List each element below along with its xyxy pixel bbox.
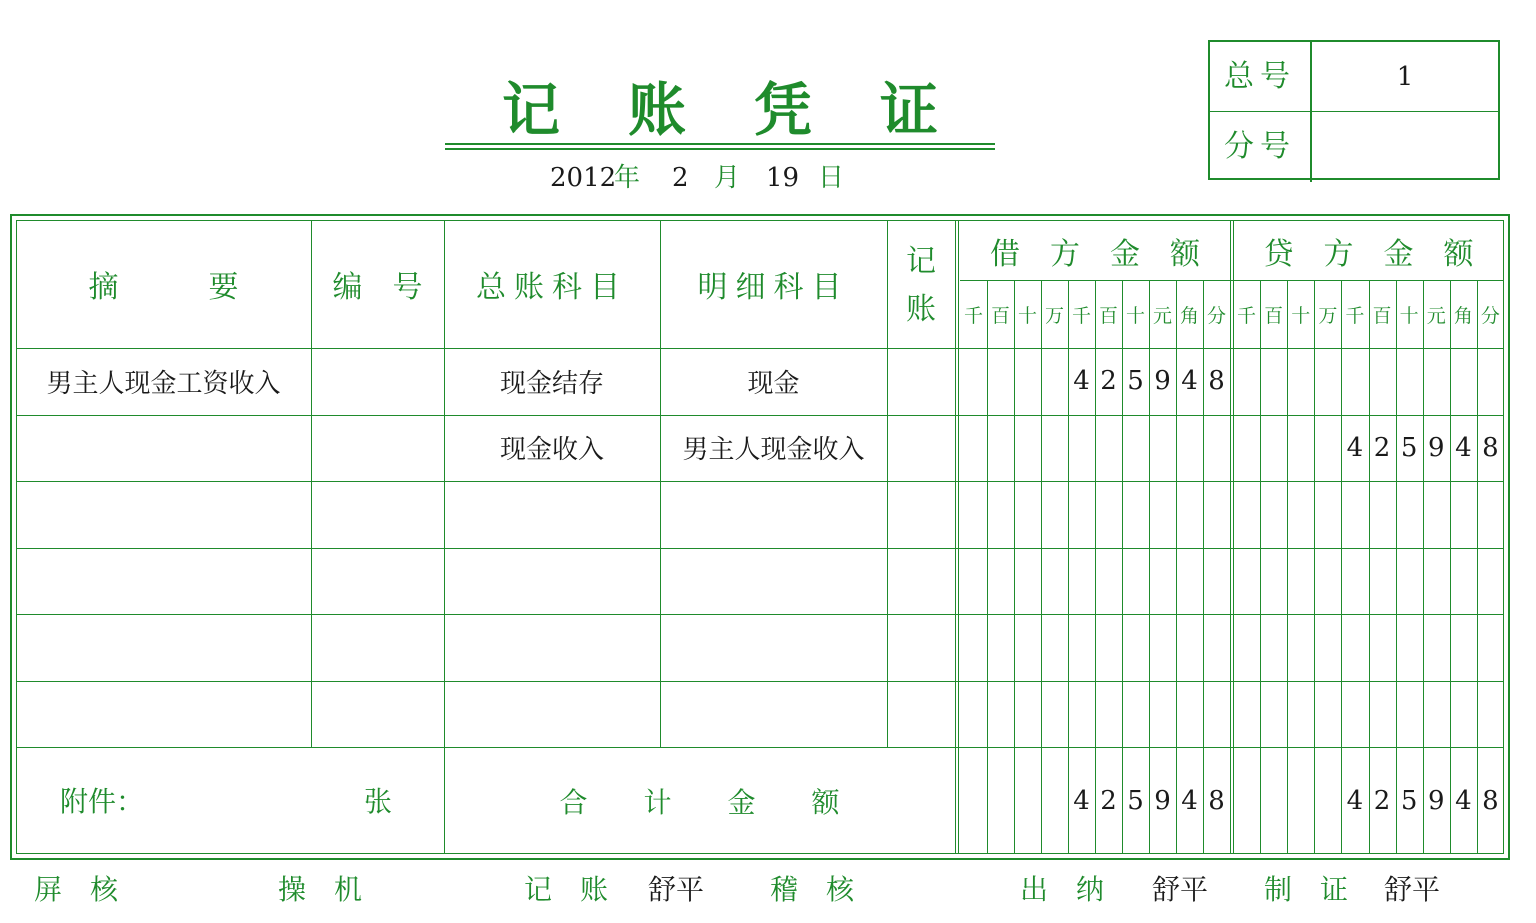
row-debit-digit [1203, 415, 1230, 482]
total-debit-digit [1041, 748, 1068, 854]
row-debit-digit [1041, 348, 1068, 415]
total-debit-digit [987, 748, 1014, 854]
row-debit-digit [1122, 415, 1149, 482]
column-line [958, 220, 959, 854]
row-debit-digit [1014, 348, 1041, 415]
row-credit-digit [1260, 481, 1287, 548]
row-debit-digit [1041, 681, 1068, 748]
row-summary [16, 548, 311, 615]
credit-unit-header: 千 [1345, 304, 1365, 327]
row-code [311, 548, 444, 615]
footer-bookkeeper-label: 记 账 [524, 873, 609, 906]
debit-unit-header: 十 [1125, 304, 1145, 327]
header-credit: 贷 方 金 额 [1263, 237, 1474, 272]
row-debit-digit [1095, 614, 1122, 681]
row-credit-digit [1287, 481, 1314, 548]
row-debit-digit [1176, 415, 1203, 482]
row-debit-digit [1068, 614, 1095, 681]
row-debit-digit [1095, 415, 1122, 482]
row-debit-digit [1014, 481, 1041, 548]
row-credit-digit [1314, 481, 1341, 548]
row-credit-digit [1233, 415, 1260, 482]
row-code [311, 348, 444, 415]
date-year-unit: 年 [614, 163, 641, 193]
debit-unit-header: 分 [1206, 304, 1226, 327]
row-debit-digit [987, 481, 1014, 548]
row-credit-digit [1233, 481, 1260, 548]
footer-auditor-label: 稽 核 [770, 873, 855, 906]
row-credit-digit [1260, 614, 1287, 681]
row-credit-digit [1341, 614, 1368, 681]
credit-unit-header: 十 [1399, 304, 1419, 327]
row-debit-digit [1014, 614, 1041, 681]
row-debit-digit [960, 481, 987, 548]
row-credit-digit [1423, 681, 1450, 748]
row-summary [16, 681, 311, 748]
row-credit-digit [1450, 481, 1477, 548]
row-detail-account: 现金 [747, 368, 800, 399]
footer-cashier-label: 出 纳 [1020, 873, 1105, 906]
credit-unit-header: 分 [1480, 304, 1500, 327]
row-debit-digit: 5 [1127, 366, 1144, 397]
row-debit-digit: 4 [1181, 366, 1198, 397]
date-day-unit: 日 [818, 163, 845, 193]
row-general-account: 现金收入 [499, 435, 604, 466]
row-debit-digit [987, 681, 1014, 748]
row-debit-digit [1068, 415, 1095, 482]
row-credit-digit [1477, 681, 1504, 748]
row-credit-digit [1423, 614, 1450, 681]
debit-unit-header: 千 [1071, 304, 1091, 327]
row-detail-account [660, 681, 887, 748]
row-credit-digit [1450, 614, 1477, 681]
row-debit-digit [1041, 481, 1068, 548]
credit-unit-header: 千 [1237, 304, 1257, 327]
row-credit-digit [1450, 348, 1477, 415]
total-credit-digit: 5 [1400, 786, 1418, 816]
row-detail-account [660, 548, 887, 615]
row-debit-digit [1203, 681, 1230, 748]
sub-number-label: 分号 [1210, 112, 1312, 182]
credit-unit-header: 元 [1426, 304, 1446, 327]
row-debit-digit [960, 348, 987, 415]
row-credit-digit: 9 [1427, 432, 1445, 463]
row-debit-digit [1095, 481, 1122, 548]
row-credit-digit [1314, 614, 1341, 681]
row-debit-digit [987, 548, 1014, 615]
row-debit-digit [1149, 415, 1176, 482]
date-month: 2 [672, 163, 689, 193]
footer-operator-label: 操 机 [278, 873, 363, 906]
row-debit-digit [1068, 681, 1095, 748]
row-debit-digit [1203, 481, 1230, 548]
total-debit-digit: 9 [1154, 786, 1171, 816]
row-general-account [444, 681, 660, 748]
total-number-label: 总号 [1210, 42, 1312, 112]
title-char-4: 证 [880, 76, 939, 144]
row-detail-account: 男主人现金收入 [682, 435, 865, 466]
total-debit-digit: 2 [1100, 786, 1117, 816]
total-debit-digit: 8 [1208, 786, 1225, 816]
row-credit-digit [1423, 548, 1450, 615]
row-debit-digit [1095, 681, 1122, 748]
column-line [1230, 220, 1231, 854]
column-line [955, 220, 956, 854]
row-general-account [444, 481, 660, 548]
total-credit-digit: 9 [1427, 786, 1445, 816]
row-credit-digit [1369, 481, 1396, 548]
row-credit-digit [1287, 614, 1314, 681]
row-debit-digit: 2 [1100, 366, 1117, 397]
row-debit-digit [1122, 481, 1149, 548]
row-debit-digit [1176, 614, 1203, 681]
title-char-2: 账 [627, 76, 686, 144]
row-credit-digit [1287, 548, 1314, 615]
debit-unit-header: 角 [1179, 304, 1199, 327]
header-debit: 借 方 金 额 [990, 237, 1200, 272]
row-credit-digit [1260, 348, 1287, 415]
row-debit-digit [987, 348, 1014, 415]
row-code [311, 481, 444, 548]
row-credit-digit: 8 [1482, 432, 1499, 463]
credit-unit-header: 百 [1264, 304, 1284, 327]
row-general-account [444, 614, 660, 681]
footer-bookkeeper-name: 舒平 [648, 873, 705, 906]
header-detail-account: 明细科目 [697, 270, 850, 305]
row-debit-digit [960, 681, 987, 748]
footer-preparer-label: 制 证 [1264, 873, 1349, 906]
total-credit-digit [1260, 748, 1287, 854]
credit-unit-header: 万 [1318, 304, 1338, 327]
row-summary [16, 415, 311, 482]
row-code [311, 681, 444, 748]
row-credit-digit [1450, 548, 1477, 615]
total-debit-digit [960, 748, 987, 854]
row-credit-digit [1341, 481, 1368, 548]
title-char-1: 记 [501, 76, 560, 144]
row-debit-digit [960, 614, 987, 681]
row-credit-digit [1477, 481, 1504, 548]
credit-unit-header: 百 [1372, 304, 1392, 327]
row-credit-digit [1396, 681, 1423, 748]
header-posted-bottom: 账 [906, 292, 936, 327]
footer-reviewer-label: 屏 核 [34, 873, 119, 906]
row-credit-digit [1260, 415, 1287, 482]
total-debit-digit [1014, 748, 1041, 854]
total-amount-label: 合 计 金 额 [559, 786, 840, 819]
date-month-unit: 月 [714, 163, 741, 193]
row-debit-digit: 8 [1208, 366, 1225, 397]
row-credit-digit [1396, 348, 1423, 415]
row-credit-digit [1369, 681, 1396, 748]
row-credit-digit [1341, 548, 1368, 615]
row-credit-digit [1477, 548, 1504, 615]
row-debit-digit [1014, 415, 1041, 482]
row-debit-digit [1068, 481, 1095, 548]
row-debit-digit [1041, 415, 1068, 482]
row-credit-digit [1314, 548, 1341, 615]
total-credit-digit [1233, 748, 1260, 854]
row-debit-digit [960, 548, 987, 615]
title-char-3: 凭 [754, 76, 813, 144]
row-credit-digit [1287, 681, 1314, 748]
total-credit-digit: 4 [1346, 786, 1364, 816]
row-debit-digit [1068, 548, 1095, 615]
total-number-value: 1 [1396, 62, 1414, 92]
row-debit-digit [1203, 614, 1230, 681]
total-debit-digit: 4 [1073, 786, 1090, 816]
row-debit-digit [1149, 548, 1176, 615]
header-general-account: 总账科目 [476, 270, 628, 305]
total-debit-digit: 4 [1181, 786, 1198, 816]
row-credit-digit [1341, 681, 1368, 748]
debit-unit-header: 元 [1152, 304, 1172, 327]
row-debit-digit: 4 [1073, 366, 1090, 397]
row-debit-digit [1149, 481, 1176, 548]
row-credit-digit [1369, 348, 1396, 415]
attachment-label: 附件： [60, 785, 145, 818]
row-debit-digit [1095, 548, 1122, 615]
row-credit-digit [1396, 548, 1423, 615]
row-credit-digit [1233, 348, 1260, 415]
row-credit-digit [1287, 348, 1314, 415]
row-credit-digit [1450, 681, 1477, 748]
row-credit-digit [1314, 415, 1341, 482]
row-code [311, 614, 444, 681]
row-debit-digit [1014, 681, 1041, 748]
total-credit-digit [1287, 748, 1314, 854]
attachment-unit: 张 [364, 785, 393, 818]
row-summary [16, 614, 311, 681]
date-day: 19 [766, 163, 800, 193]
row-debit-digit [1149, 681, 1176, 748]
header-posted-top: 记 [906, 244, 936, 279]
debit-unit-header: 百 [1098, 304, 1118, 327]
row-credit-digit [1233, 548, 1260, 615]
row-debit-digit [1014, 548, 1041, 615]
date-year: 2012 [550, 163, 617, 193]
row-detail-account [660, 614, 887, 681]
total-credit-digit [1314, 748, 1341, 854]
row-debit-digit [1149, 614, 1176, 681]
row-debit-digit [1122, 681, 1149, 748]
row-debit-digit [1203, 548, 1230, 615]
row-debit-digit [1176, 548, 1203, 615]
row-credit-digit [1423, 348, 1450, 415]
row-credit-digit: 4 [1455, 432, 1472, 463]
row-code [311, 415, 444, 482]
row-debit-digit [987, 415, 1014, 482]
row-credit-digit: 5 [1400, 432, 1418, 463]
row-debit-digit [1176, 681, 1203, 748]
row-credit-digit [1477, 348, 1504, 415]
total-credit-digit: 8 [1482, 786, 1499, 816]
total-credit-digit: 2 [1373, 786, 1391, 816]
total-debit-digit: 5 [1127, 786, 1144, 816]
row-general-account: 现金结存 [499, 368, 604, 399]
row-credit-digit [1233, 614, 1260, 681]
row-credit-digit: 4 [1346, 432, 1364, 463]
row-credit-digit [1314, 348, 1341, 415]
row-summary: 男主人现金工资收入 [46, 368, 281, 399]
row-debit-digit [960, 415, 987, 482]
row-credit-digit [1287, 415, 1314, 482]
row-credit-digit [1369, 614, 1396, 681]
row-credit-digit [1260, 681, 1287, 748]
debit-unit-header: 千 [963, 304, 983, 327]
row-debit-digit [1041, 548, 1068, 615]
total-credit-digit: 4 [1455, 786, 1472, 816]
row-credit-digit: 2 [1373, 432, 1391, 463]
row-detail-account [660, 481, 887, 548]
row-credit-digit [1314, 681, 1341, 748]
row-general-account [444, 548, 660, 615]
row-debit-digit [1122, 614, 1149, 681]
debit-unit-header: 万 [1044, 304, 1064, 327]
row-debit-digit [1122, 548, 1149, 615]
debit-unit-header: 百 [990, 304, 1010, 327]
row-summary [16, 481, 311, 548]
row-debit-digit [1041, 614, 1068, 681]
row-credit-digit [1341, 348, 1368, 415]
row-credit-digit [1396, 481, 1423, 548]
row-debit-digit [987, 614, 1014, 681]
credit-unit-header: 角 [1453, 304, 1473, 327]
footer-preparer-name: 舒平 [1384, 873, 1441, 906]
footer-cashier-name: 舒平 [1152, 873, 1209, 906]
debit-unit-header: 十 [1017, 304, 1037, 327]
row-credit-digit [1423, 481, 1450, 548]
credit-unit-header: 十 [1291, 304, 1311, 327]
row-debit-digit [1176, 481, 1203, 548]
row-credit-digit [1477, 614, 1504, 681]
header-summary: 摘 要 [88, 270, 239, 305]
row-credit-digit [1396, 614, 1423, 681]
row-credit-digit [1369, 548, 1396, 615]
row-credit-digit [1233, 681, 1260, 748]
row-credit-digit [1260, 548, 1287, 615]
row-debit-digit: 9 [1154, 366, 1171, 397]
header-code: 编 号 [332, 270, 423, 305]
